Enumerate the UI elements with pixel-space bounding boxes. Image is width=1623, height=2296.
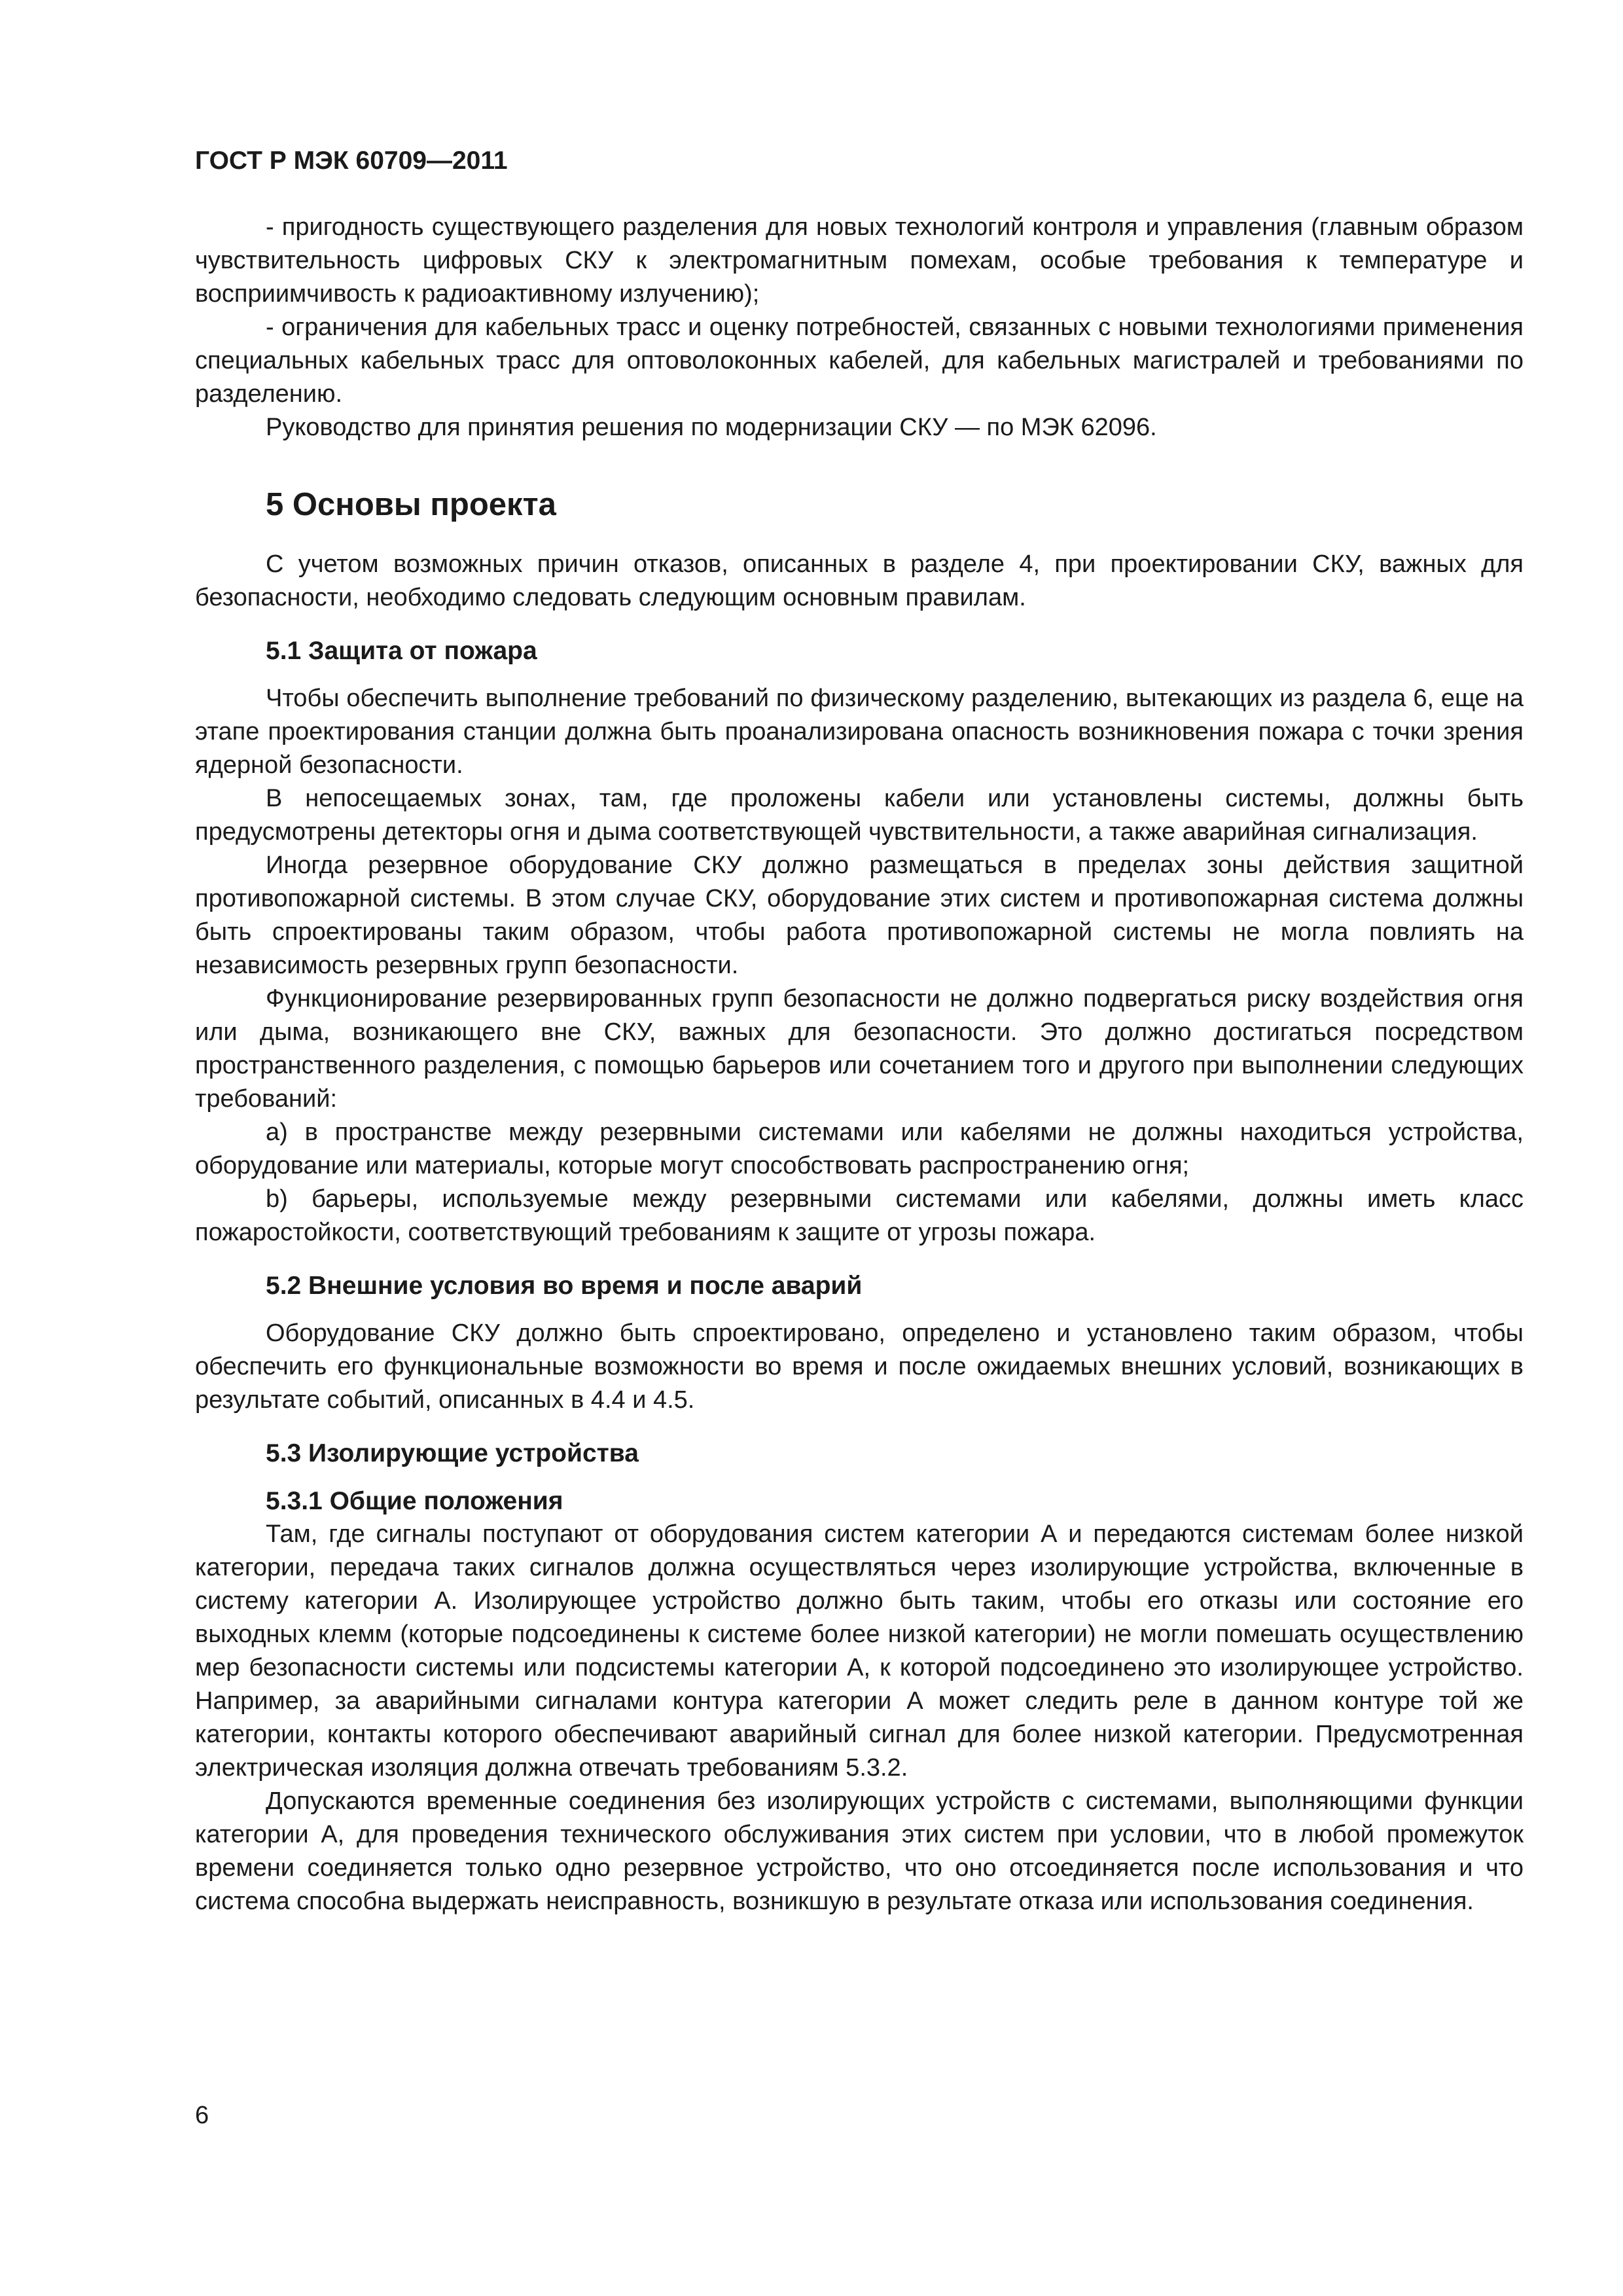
section-5-1-heading: 5.1 Защита от пожара	[266, 637, 537, 665]
standard-header: ГОСТ Р МЭК 60709—2011	[195, 147, 508, 175]
section-5-3-heading: 5.3 Изолирующие устройства	[266, 1439, 639, 1467]
section-5-1-list-item-a: а) в пространстве между резервными системами или кабелями не должны находиться устройства, оборудование или материалы, которые могут способствовать распространению огня;	[195, 1119, 1524, 1179]
section-5-1-paragraph: Чтобы обеспечить выполнение требований по физическому разделению, вытекающих из раздела 6, еще на этапе проектирования станции должна быть проанализирована опасность возникновения пожара с точки зрения ядерной безопасности.	[195, 685, 1524, 779]
section-5-1-paragraph: Иногда резервное оборудование СКУ должно размещаться в пределах зоны действия защитной противопожарной системы. В этом случае СКУ, оборудование этих систем и противопожарная система должны быть спроектированы таким образом, чтобы работа противопожарной системы не могла повлиять на независимость резервных групп безопасности.	[195, 852, 1524, 979]
section-5-1-paragraph: В непосещаемых зонах, там, где проложены кабели или установлены системы, должны быть предусмотрены детекторы огня и дыма соответствующей чувствительности, а также аварийная сигнализация.	[195, 785, 1524, 846]
section-5-1-list-item-b: b) барьеры, используемые между резервными системами или кабелями, должны иметь класс пожаростойкости, соответствующий требованиям к защите от угрозы пожара.	[195, 1185, 1524, 1246]
page-number: 6	[195, 2102, 209, 2129]
section-5-3-1-paragraph: Там, где сигналы поступают от оборудования систем категории А и передаются системам более низкой категории, передача таких сигналов должна осуществляться через изолирующие устройства, включенные в систему категории А. Изолирующее устройство должно быть таким, чтобы его отказы или состояние его выходных клемм (которые подсоединены к системе более низкой категории) не могли помешать осуществлению мер безопасности системы или подсистемы категории А, к которой подсоединено это изолирующее устройство. Например, за аварийными сигналами контура категории А может следить реле в данном контуре той же категории, контакты которого обеспечивают аварийный сигнал для более низкой категории. Предусмотренная электрическая изоляция должна отвечать требованиям 5.3.2.	[195, 1520, 1524, 1782]
section-5-3-1-heading: 5.3.1 Общие положения	[266, 1487, 563, 1515]
section-5-2-heading: 5.2 Внешние условия во время и после аварий	[266, 1272, 863, 1300]
section-5-3-1-paragraph: Допускаются временные соединения без изолирующих устройств с системами, выполняющими функции категории А, для проведения технического обслуживания этих систем при условии, что в любой промежуток времени соединяется только одно резервное устройство, что оно отсоединяется после использования и что система способна выдержать неисправность, возникшую в результате отказа или использования соединения.	[195, 1787, 1524, 1915]
section-5-intro: С учетом возможных причин отказов, описанных в разделе 4, при проектировании СКУ, важных для безопасности, необходимо следовать следующим основным правилам.	[195, 550, 1524, 611]
document-page	[195, 145, 1524, 1918]
intro-paragraph: Руководство для принятия решения по модернизации СКУ — по МЭК 62096.	[266, 414, 1157, 441]
intro-paragraph: - ограничения для кабельных трасс и оценку потребностей, связанных с новыми технологиями применения специальных кабельных трасс для оптоволоконных кабелей, для кабельных магистралей и требованиями по разделению.	[195, 314, 1524, 408]
section-5-heading: 5 Основы проекта	[266, 487, 556, 522]
section-5-2-paragraph: Оборудование СКУ должно быть спроектировано, определено и установлено таким образом, чтобы обеспечить его функциональные возможности во время и после ожидаемых внешних условий, возникающих в результате событий, описанных в 4.4 и 4.5.	[195, 1319, 1524, 1414]
intro-paragraph: - пригодность существующего разделения для новых технологий контроля и управления (главным образом чувствительность цифровых СКУ к электромагнитным помехам, особые требования к температуре и восприимчивость к радиоактивному излучению);	[195, 213, 1524, 308]
section-5-1-paragraph: Функционирование резервированных групп безопасности не должно подвергаться риску воздействия огня или дыма, возникающего вне СКУ, важных для безопасности. Это должно достигаться посредством пространственного разделения, с помощью барьеров или сочетанием того и другого при выполнении следующих требований:	[195, 985, 1524, 1113]
